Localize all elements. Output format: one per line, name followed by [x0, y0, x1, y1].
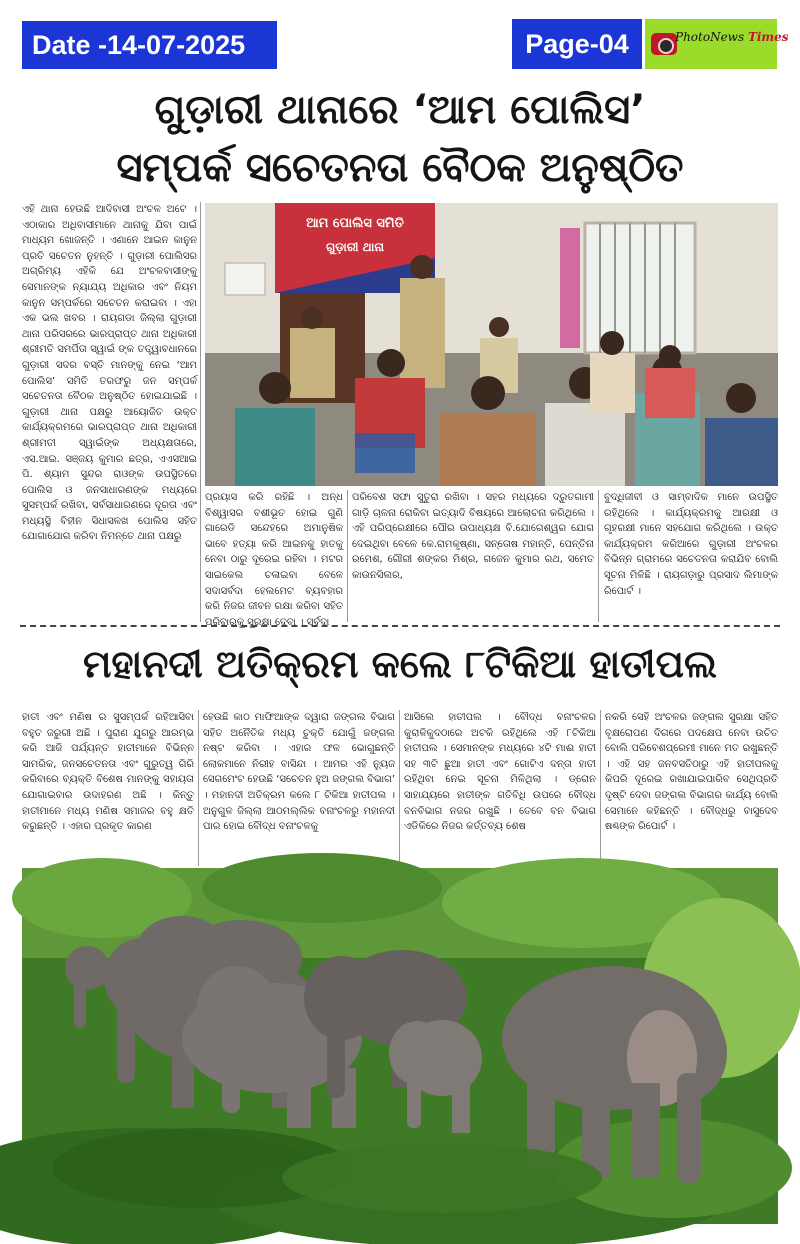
- story1-column-1: ଏହି ଥାନା ହେଉଛି ଆଦିବାସୀ ଅଂଚଳ ଅଟେ । ଏଠାକାର ଅଧିବାସୀମାନେ ଥାନାକୁ ଯିବା ପାଇଁ ମାଧ୍ୟମ ଖୋଜନ୍ତି । ଏଣାନେ ଆଇନ କାନୁନ ପ୍ରତି ସଚେତନ ନୁହନ୍ତି । ଗୁଡ଼ାରୀ ପୋଲିସର ଅଗ୍ରିମ୍ୟ ଏହିକି ଯେ ଅଂଚଳବାସୀଙ୍କୁ ସେମାନଙ୍କ ନ୍ୟାଯ୍ୟ ଅଧିକାର ଏବଂ ନିୟମ କାନୁନ ସମ୍ପର୍କରେ ସଚେତନ କରାଇବା । ଏହା ଏକ ଭଲ ଖବର । ରାୟଗଡା ଜିଲ୍ଲା ଗୁଡ଼ାରୀ ଥାନା ପରିସରରେ ଭାରପ୍ରାପ୍ତ ଥାନା ଅଧିକାରୀ ଶ୍ରୀମତି ସମର୍ପିତା ସ୍ୱାଇଁ ଙ୍କ ତତ୍ତ୍ୱାବଧାନରେ ଗୁଡ଼ାରୀ ସଦର ବସ୍ତି ମାନଙ୍କୁ ନେଇ ‘ଆମ ପୋଲିସ’ ସମିତି ତରଫରୁ ଜନ ସମ୍ପର୍କ ସଚେତନତା ବୈଠକ ଅନୁଷ୍ଠିତ ହୋଇଯାଇଛି । ଗୁଡ଼ାରୀ ଥାନା ପକ୍ଷରୁ ଆୟୋଜିତ ଉକ୍ତ କାର୍ଯ୍ୟକ୍ରମରେ ଭାରପ୍ରାପ୍ତ ଥାନା ଅଧିକାରୀ ଶ୍ରୀମତୀ ସ୍ୱାଇଁଙ୍କ ଅଧ୍ୟକ୍ଷତାରେ, ଏସ.ଆଇ. ସଞ୍ଜୟ କୁମାର ଛତ୍ର, ଏଏସଆଇ ପି. ଶ୍ୟାମ ସୁନ୍ଦର ରାଓଙ୍କ ଉପସ୍ଥିତରେ ପୋଲିସ ଓ ଜନସାଧାରଣଙ୍କ ମଧ୍ୟରେ ସୁସମ୍ପର୍କ ରଖିବା, ସର୍ବସାଧାରଣରେ ଦୂରତା ଏବଂ ମଧ୍ୟସ୍ଥି ବିହୀନ ସିଧାସଳଖ ପୋଲିସ ସହିତ ଯୋଗାଯୋଗ କରିବା ନିମନ୍ତେ ଥାନା ପକ୍ଷରୁ: [22, 204, 197, 543]
- story-separator: [20, 625, 780, 627]
- story2-column-3: ଆସିଲେ ହାତୀପଲ । ବୌଦ୍ଧ ବନାଂଚଳର କୁରାଳିକୁଦଠାରେ ଅଟକି ରହିଥିଲେ ଏହି ୮ଟିକିଆ ହାତୀପଲ । ସେମାନଙ୍କ ମଧ୍ୟରେ ୪ଟି ମାଈ ହାତୀ ସହ ୩ଟି ଛୁଆ ହାତୀ ଏବଂ ଗୋଟିଏ ଦନ୍ତା ହାତୀ ରହିଥିବା ନେଇ ସୂଚନା ମିଳିଥିଲା । ଡ୍ରୋନ ସାହାଯ୍ୟରେ ହାତୀଙ୍କ ଗତିବିଧି ଉପରେ ବୌଦ୍ଧ ବନବିଭାଗ ନଜର ରଖୁଛି । ତେବେ ବନ ବିଭାଗ ଏଡିକିରେ ନିଜର କର୍ତ୍ତବ୍ୟ ଶେଷ: [404, 712, 596, 833]
- column-divider: [600, 710, 601, 866]
- story2-column-2: ହେଉଛି କାଠ ମାଫିଆଙ୍କ ଦ୍ୱାରା ଜଙ୍ଗଲ ବିଭାଗ ସହିତ ଅନୈତିକ ମଧ୍ୟ ଚୁକ୍ତି ଯୋଗୁଁ ଜଙ୍ଗଲ ନଷ୍ଟ କରିବା । ଏହାର ଫଳ ଭୋଗୁଛନ୍ତି ଲୋକମାନେ ନିରୀହ ବାସିନ୍ଦା । ଆମର ଏହି ନ୍ୟୁଜ ସେଗମେଂଟ ହେଉଛି ‘ସଚେତନ ହୁଅ ଜଙ୍ଗଲ ବିଭାଗ’ । ମହାନଦୀ ଅତିକ୍ରମ କଲେ ୮ ଟିକିଆ ହାତୀପଲ । ଅନୁଗୁଳ ଜିଲ୍ଲା ଆଠମଲ୍ଲିକ ବନାଂଚଳରୁ ମହାନଦୀ ପାର ହୋଇ ବୌଦ୍ଧ ବନାଂଚଳକୁ: [203, 712, 395, 833]
- page-header: [0, 0, 800, 80]
- column-divider: [198, 710, 199, 866]
- story2-column-4: ନକରି ସେହି ଅଂଚଳର ଜଙ୍ଗଲ ସୁରକ୍ଷା ସହିତ ବୃକ୍ଷରୋପଣ ଦିଗରେ ପଦକ୍ଷେପ ନେବା ଉଚିତ ବୋଲି ପରିବେଶପ୍ରେମୀ ମାନେ ମତ ରଖୁଛନ୍ତି । ଏହି ସହ ଜନବସତିଠାରୁ ଏହି ହାତୀପଲକୁ କିପରି ଦୂରେଇ ରଖାଯାଇପାରିବ ସେଥିପ୍ରତି ଦୃଷ୍ଟି ଦେବା ଜଙ୍ଗଲ ବିଭାଗର କାର୍ଯ୍ୟ ବୋଲି ସେମାନେ କହିଛନ୍ତି । ବୌଦ୍ଧରୁ ବାସୁଦେବ ଷଣ୍ଢଙ୍କ ରିପୋର୍ଟ ।: [605, 712, 778, 833]
- column-divider: [347, 490, 348, 622]
- photo-sign-line2: ଗୁଡ଼ାରୀ ଥାନା: [325, 240, 385, 254]
- story1-headline-line2: ସମ୍ପର୍କ ସଚେତନତା ବୈଠକ ଅନୁଷ୍ଠିତ: [116, 145, 684, 191]
- logo-wordmark: PhotoNews Times: [675, 30, 789, 44]
- story1-column-3: ପରିବେଶ ସଫା ସୁତୁରା ରଖିବା । ସହର ମଧ୍ୟରେ ଦ୍ରୁତଗାମୀ ଗାଡ଼ି ଚାଳନା ରୋକିବା ଇତ୍ୟାଦି ବିଷୟରେ ଆଲୋଚନା କରିଥିଲେ । ଏହି ପରିପ୍ରେକ୍ଷୀରେ ପୌର ଉପାଧ୍ୟକ୍ଷ ବି.ଯୋଗେଶ୍ୱର ଯୋଗ ଦେଇଥିବା ବେଳେ କେ.ରାମକୃଷ୍ଣା, ସନ୍ତୋଷ ମହାନ୍ତି, ପେନ୍ତିନା ରମେଶ, ଗୌରୀ ଶଙ୍କର ମିଶ୍ର, ଗଜେନ କୁମାର ରଥ, ସମେତ କାଉନସିଲର,: [352, 492, 594, 581]
- column-divider: [399, 710, 400, 866]
- story1-column-2: ପ୍ରୟାସ କରି ରହିଛି । ଅନ୍ଧ ବିଶ୍ୱାସର ବଶୀଭୂତ ହୋଇ ଗୁଣି ଗାରେଡି ସନ୍ଦେହରେ ଅମାନୁଷିକ ଭାବେ ହତ୍ୟା କରି ଆଇନକୁ ହାତକୁ ନେବା ଠାରୁ ଦୂରେଇ ରହିବା । ମଟର ସାଇକେଲ ଚଳାଇବା ବେଳେ ସଦାସର୍ବଦା ହେଲମେଟ ବ୍ୟବହାର କରି ନିଜର ଜୀବନ ରକ୍ଷା କରିବା ସହିତ ପରିବାରକୁ ସୁରକ୍ଷା ଦେବା । ସର୍ବଦା: [205, 492, 343, 628]
- elephant-herd-photo: [22, 868, 778, 1224]
- story2-headline: ମହାନଦୀ ଅତିକ୍ରମ କଲେ ୮ଟିକିଆ ହାତୀପଲ: [82, 642, 718, 686]
- photo-news-times-logo: [645, 19, 789, 69]
- column-divider: [200, 202, 201, 622]
- column-divider: [598, 490, 599, 622]
- photo-sign-line1: ଆମ ପୋଲିସ ସମିତି: [306, 216, 404, 231]
- story1-column-4: ବୁଦ୍ଧିଜୀବୀ ଓ ସାମ୍ବାଦିକ ମାନେ ଉପସ୍ଥିତ ରହିଥିଲେ । କାର୍ଯ୍ୟକ୍ରମକୁ ଆରକ୍ଷୀ ଓ ଗୃହରକ୍ଷୀ ମାନେ ସହଯୋଗ କରିଥିଲେ । ଉକ୍ତ କାର୍ଯ୍ୟକ୍ରମ କରିଆରେ ଗୁଡ଼ାରୀ ଅଂଚଳର ବିଭିନ୍ନ ଗ୍ରାମରେ ସଚେତନତା କରାଯିବ ବୋଲି ସୂଚନା ମିଳିଛି । ରାୟଗଡ଼ାରୁ ପ୍ରସାଦ ଲିମାଙ୍କ ରିପୋର୍ଟ ।: [604, 492, 778, 597]
- camera-icon: [651, 33, 677, 55]
- story2-column-1: ହାତୀ ଏବଂ ମଣିଷ ର ସୁସମ୍ପର୍କ ରହିଆସିବା ବହୁତ ଜରୁରୀ ଅଛି । ପୁରାଣ ଯୁଗରୁ ଆରମ୍ଭ କରି ଆଜି ପର୍ଯ୍ୟନ୍ତ ହାତୀମାନେ ବିଭିନ୍ନ ସାମରିକ, ଜନସଚେତନତା ଏବଂ ଗୁରୁତ୍ୱ ଗିରି କରିବାରେ ବ୍ୟକ୍ତି ବିଶେଷ ମାନଙ୍କୁ ସହାୟତା ଯୋଗାଇବାର ଉଦାହରଣ ଅଛି । କିନ୍ତୁ ହାତୀମାନେ ମଧ୍ୟ ମଣିଷ ସମାଜର ବହୁ କ୍ଷତି କରୁଛନ୍ତି । ଏହାର ପ୍ରକୃତ କାରଣ: [22, 712, 194, 833]
- police-meeting-photo: [205, 203, 778, 486]
- date-label: Date -14-07-2025: [22, 21, 277, 69]
- page-number-label: Page-04: [512, 19, 642, 69]
- story1-headline-line1: ଗୁଡ଼ାରୀ ଥାନାରେ ‘ଆମ ପୋଲିସ’: [154, 87, 646, 133]
